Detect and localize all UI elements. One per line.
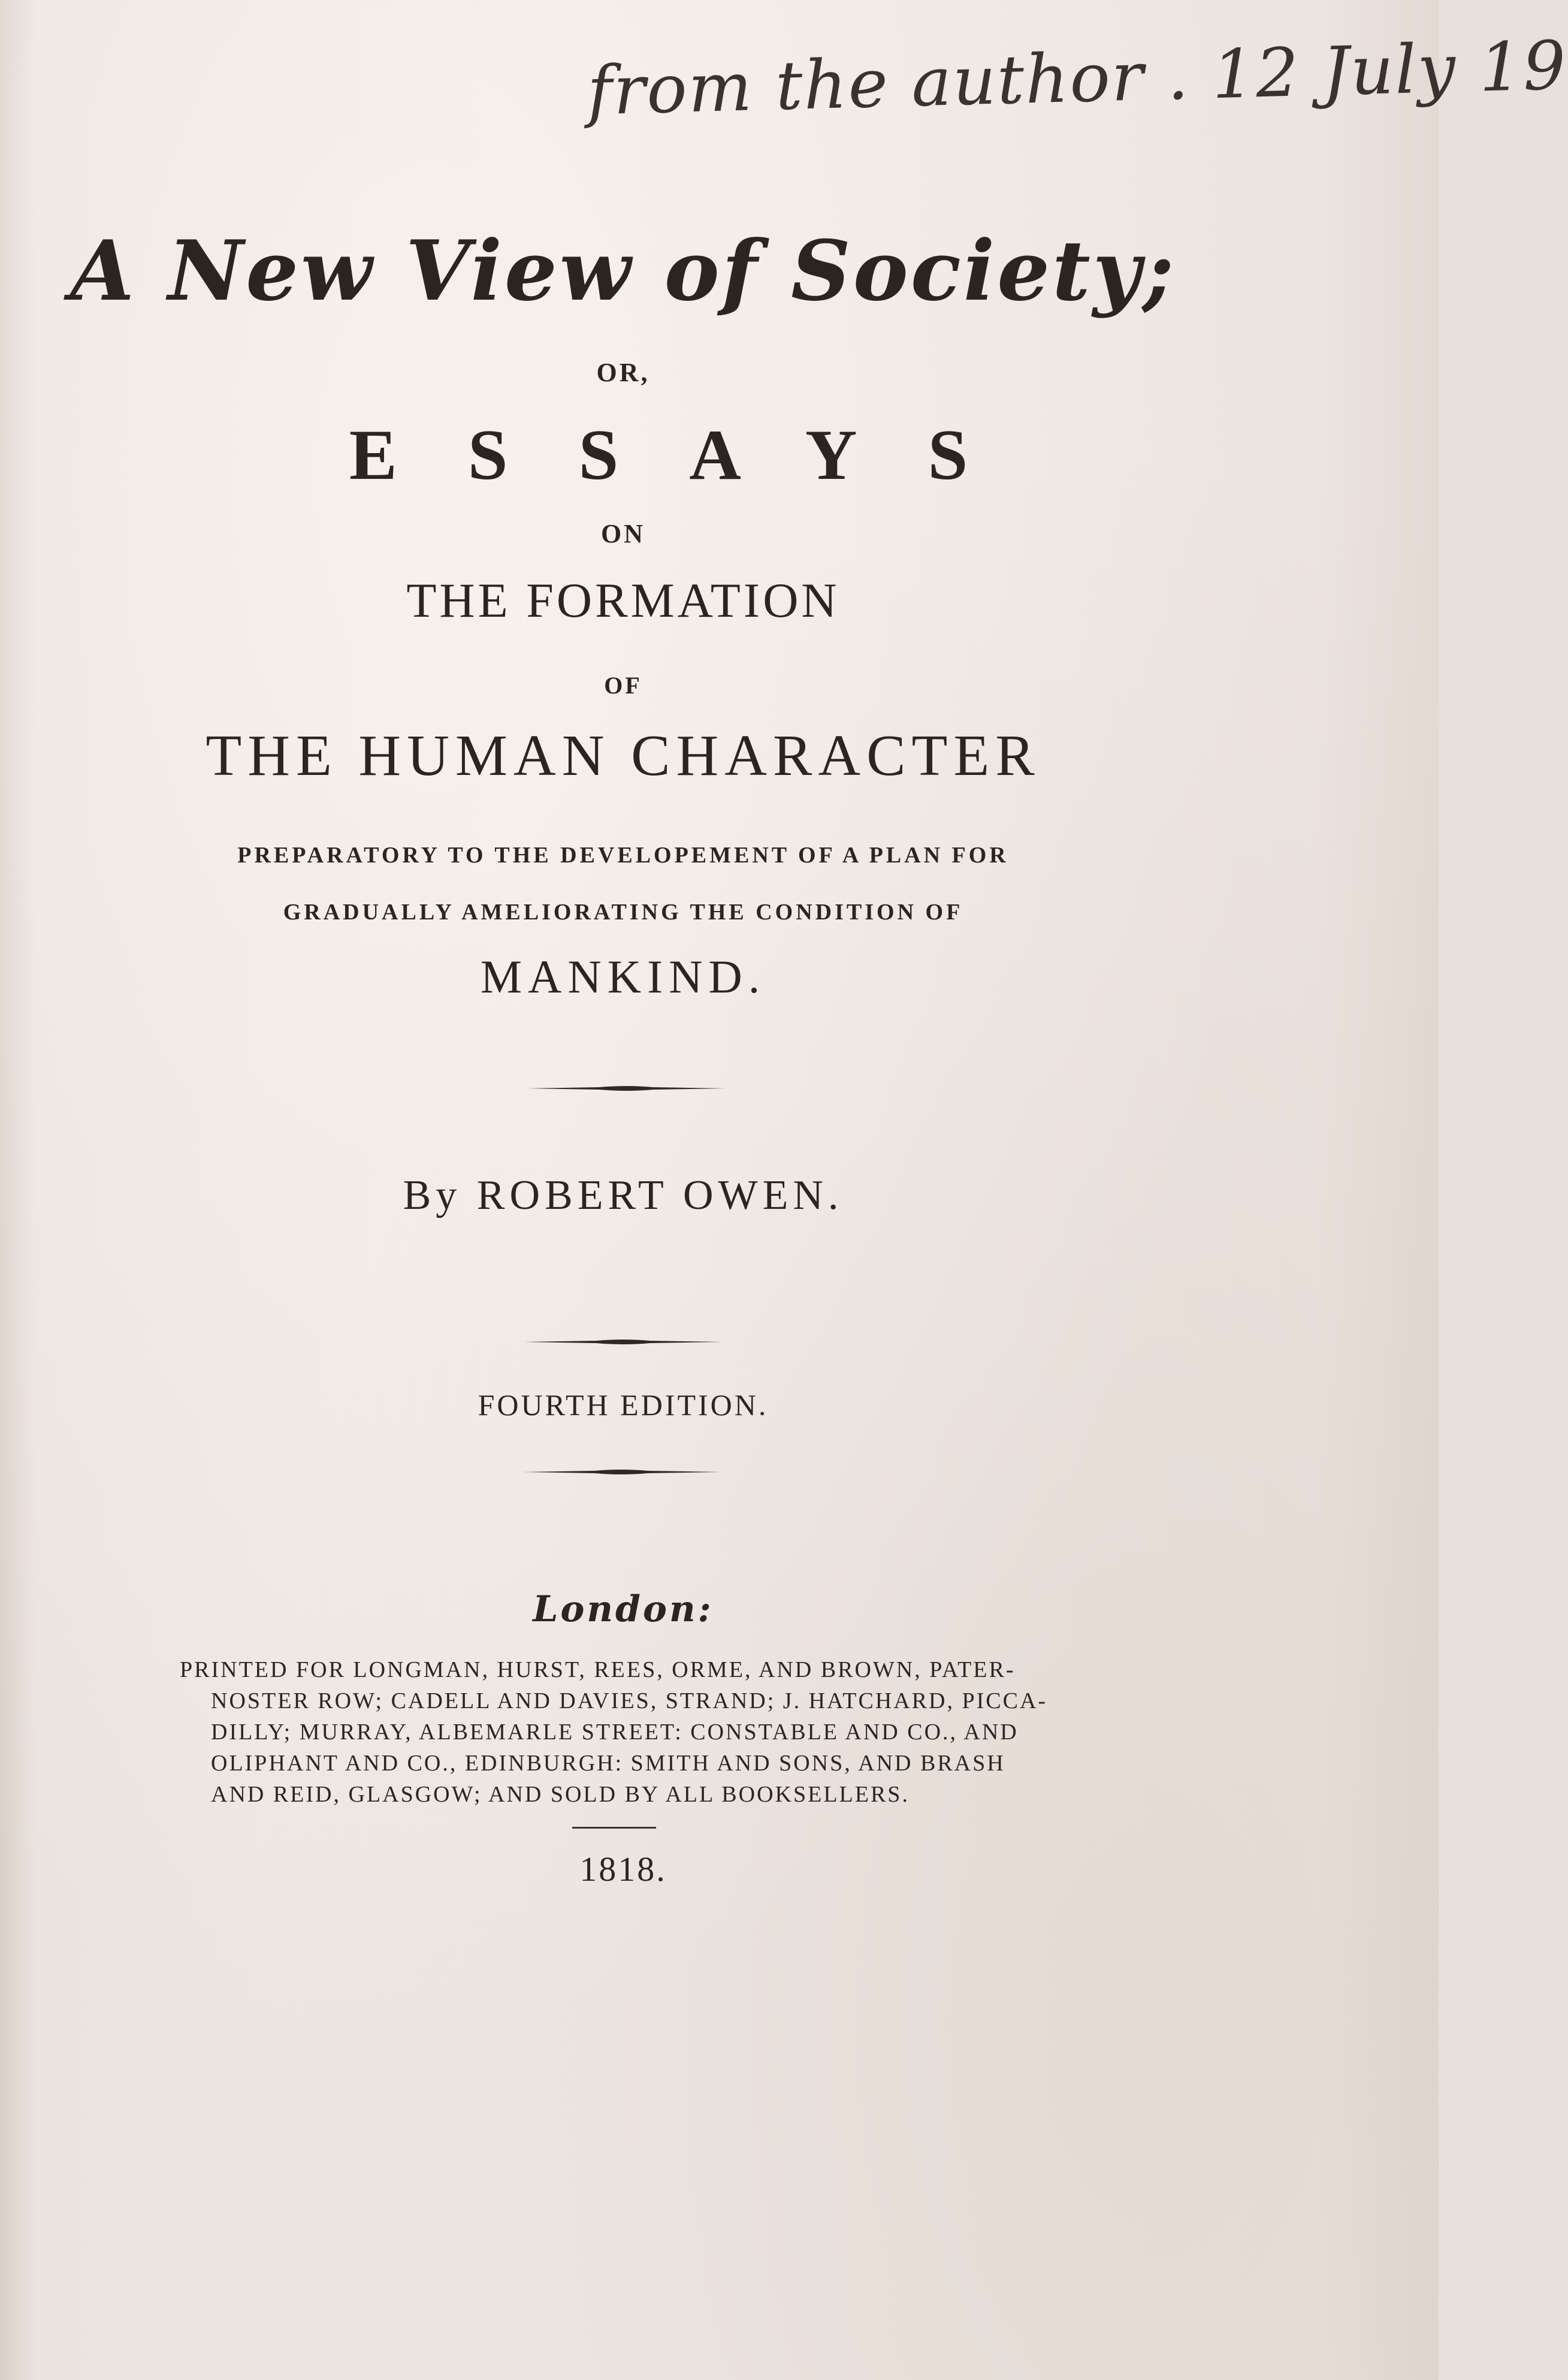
ornamental-rule-middle (524, 1338, 722, 1344)
imprint-block (180, 1654, 1067, 1810)
formation-heading: THE FORMATION (406, 573, 840, 628)
subtitle-line-2: GRADUALLY AMELIORATING THE CONDITION OF (283, 900, 963, 925)
imprint-line: DILLY; MURRAY, ALBEMARLE STREET: CONSTABLE AND CO., AND (211, 1720, 1019, 1745)
imprint-line: NOSTER ROW; CADELL AND DAVIES, STRAND; J. HATCHARD, PICCA- (211, 1688, 1048, 1714)
on-word: ON (601, 519, 645, 548)
author-line: By ROBERT OWEN. (403, 1172, 844, 1218)
edition-line: FOURTH EDITION. (478, 1388, 769, 1422)
handwritten-inscription: from the author . 12 July 19 (586, 26, 1568, 131)
of-word: OF (604, 672, 642, 699)
mankind-heading: MANKIND. (480, 951, 766, 1003)
or-conjunction: OR, (596, 358, 650, 387)
ornamental-rule-bottom (522, 1468, 720, 1474)
subtitle-line-1: PREPARATORY TO THE DEVELOPEMENT OF A PLAN FOR (237, 843, 1009, 868)
human-character-heading: THE HUMAN CHARACTER (206, 723, 1041, 788)
publication-city: London: (533, 1588, 714, 1630)
essays-heading: ESSAYS (349, 415, 1039, 494)
imprint-line: PRINTED FOR LONGMAN, HURST, REES, ORME, AND BROWN, PATER- (180, 1657, 1016, 1682)
divider-line (572, 1827, 656, 1829)
book-title: A New View of Society; (70, 222, 1176, 319)
ornamental-rule-top (527, 1085, 725, 1091)
imprint-line: OLIPHANT AND CO., EDINBURGH: SMITH AND SONS, AND BRASH (211, 1751, 1005, 1776)
publication-year: 1818. (579, 1850, 667, 1889)
imprint-line: AND REID, GLASGOW; AND SOLD BY ALL BOOKSELLERS. (211, 1782, 910, 1807)
